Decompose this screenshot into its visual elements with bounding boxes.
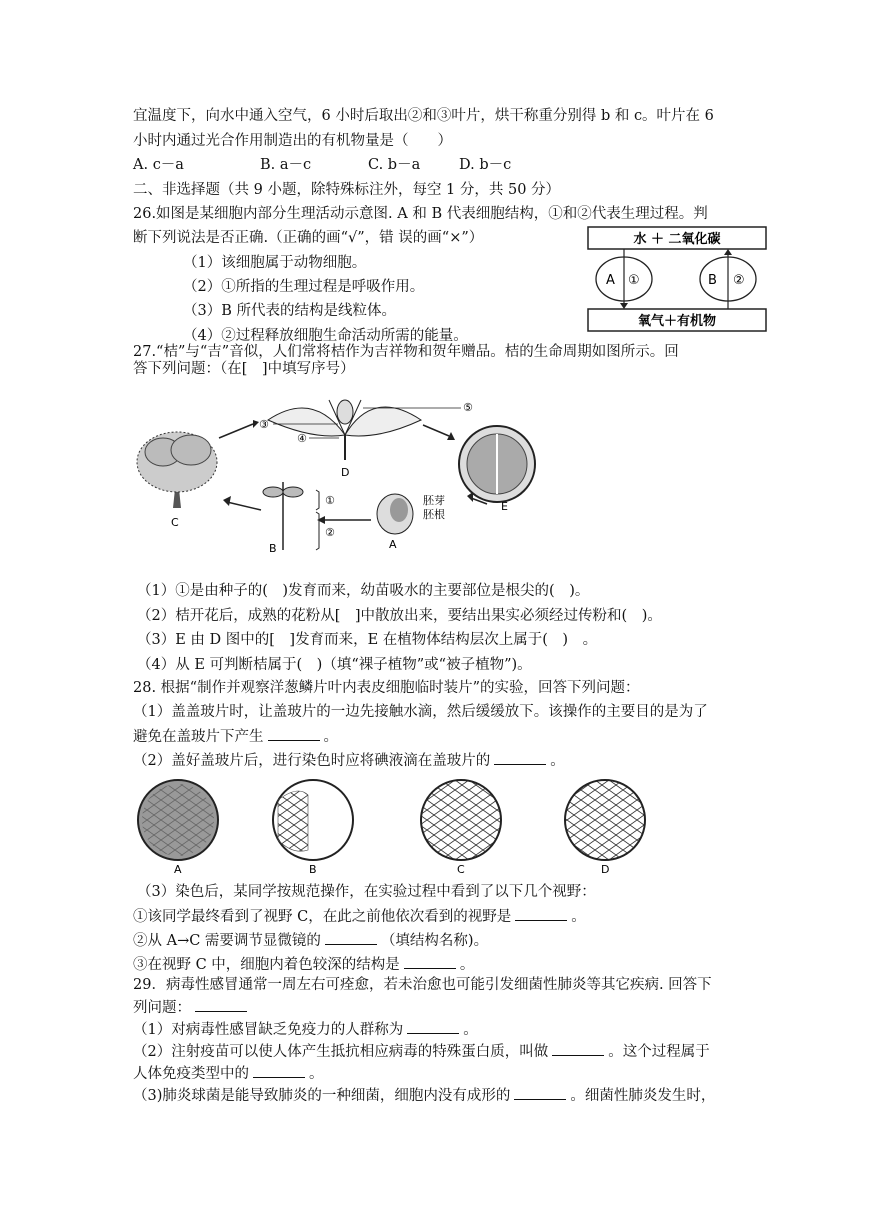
- q28-line6: [133, 906, 586, 927]
- q28-line7-end: （填结构名称)。: [380, 933, 489, 949]
- label-e: E: [501, 500, 508, 513]
- diagram-label-1: ①: [628, 273, 640, 288]
- q27-item2: （2）桔开花后，成熟的花粉从[ ]中散放出来，要结出果实必须经过传粉和( )。: [137, 608, 662, 624]
- seed-illustration: [377, 494, 413, 534]
- q26-item3: （3）B 所代表的结构是线粒体。: [183, 303, 396, 319]
- q28-line6-text: ①该同学最终看到了视野 C，在此之前他依次看到的视野是: [133, 909, 512, 925]
- q26-item2: （2）①所指的生理过程是呼吸作用。: [183, 279, 425, 295]
- q27-item3: （3）E 由 D 图中的[ ]发育而来，E 在植物体结构层次上属于( ) 。: [137, 632, 598, 648]
- option-a: A. c－a: [133, 157, 184, 173]
- q29-line3-text: （1）对病毒性感冒缺乏免疫力的人群称为: [133, 1022, 404, 1038]
- q28-line8: [133, 954, 474, 975]
- tree-illustration: [137, 432, 217, 508]
- answer-blank[interactable]: [407, 1019, 459, 1034]
- diagram-top-label: 水 ＋ 二氧化碳: [633, 232, 721, 247]
- seedling-illustration: [263, 482, 319, 550]
- q29-line3-end: 。: [463, 1022, 478, 1038]
- view-label-a: A: [174, 863, 182, 875]
- orange-lifecycle-figure: [133, 380, 563, 558]
- q29-line6-end: 。细菌性肺炎发生时，: [570, 1088, 716, 1104]
- q28-line8-end: 。: [459, 957, 475, 973]
- q27-line2: 答下列问题：（在[ ]中填写序号）: [133, 361, 355, 377]
- label-peigen: 胚根: [423, 508, 445, 521]
- q28-line4: [133, 750, 565, 771]
- microscope-views: [133, 775, 673, 875]
- q28-line1: 28. 根据“制作并观察洋葱鳞片叶内表皮细胞临时装片”的实验，回答下列问题：: [133, 680, 640, 696]
- answer-blank[interactable]: [515, 906, 567, 921]
- option-b: B. a－c: [260, 157, 312, 173]
- q29-line5-text: 人体免疫类型中的: [133, 1066, 249, 1082]
- q29-line5-end: 。: [309, 1066, 324, 1082]
- label-b: B: [269, 542, 277, 555]
- answer-blank[interactable]: [195, 997, 247, 1012]
- q29-line4-text: （2）注射疫苗可以使人体产生抵抗相应病毒的特殊蛋白质，叫做: [133, 1044, 549, 1060]
- label-d: D: [341, 466, 350, 479]
- q29-line2-text: 列问题：: [133, 1000, 191, 1016]
- q28-line3-text: 避免在盖玻片下产生: [133, 729, 264, 745]
- q28-line4-end: 。: [550, 753, 565, 769]
- q28-line8-text: ③在视野 C 中，细胞内着色较深的结构是: [133, 957, 400, 973]
- answer-blank[interactable]: [514, 1085, 566, 1100]
- q28-line7-text: ②从 A→C 需要调节显微镜的: [133, 933, 321, 949]
- view-label-d: D: [601, 863, 610, 875]
- section-heading: 二、非选择题（共 9 小题，除特殊标注外，每空 1 分，共 50 分）: [133, 182, 561, 198]
- label-c: C: [171, 516, 179, 529]
- q27-item1: （1）①是由种子的( )发育而来，幼苗吸水的主要部位是根尖的( )。: [137, 583, 590, 599]
- diagram-label-a: A: [606, 273, 615, 288]
- q28-line2: （1）盖盖玻片时，让盖玻片的一边先接触水滴，然后缓缓放下。该操作的主要目的是为了: [133, 704, 708, 720]
- q29-line4-end: 。这个过程属于: [608, 1044, 710, 1060]
- label-peiya: 胚芽: [423, 494, 445, 507]
- q26-line1: 26.如图是某细胞内部分生理活动示意图. A 和 B 代表细胞结构，①和②代表生理过程。判: [133, 206, 708, 222]
- view-label-b: B: [309, 863, 317, 875]
- q29-line6-text: （3)肺炎球菌是能导致肺炎的一种细菌，细胞内没有成形的: [133, 1088, 511, 1104]
- answer-blank[interactable]: [552, 1041, 604, 1056]
- label-4: ④: [297, 432, 307, 445]
- q25-line2: 小时内通过光合作用制造出的有机物量是（ ）: [133, 133, 452, 149]
- q28-line6-end: 。: [571, 909, 586, 925]
- q26-line2: 断下列说法是否正确.（正确的画“√”，错 误的画“×”）: [133, 230, 484, 246]
- q28-line3: 避免在盖玻片下产生 。: [133, 726, 338, 747]
- answer-blank[interactable]: [268, 726, 320, 741]
- label-5: ⑤: [463, 401, 473, 414]
- q27-line1: 27.“桔”与“吉”音似，人们常将桔作为吉祥物和贺年赠品。桔的生命周期如图所示。回: [133, 344, 679, 360]
- q29-line6: [133, 1085, 715, 1106]
- label-3: ③: [259, 418, 269, 431]
- answer-blank[interactable]: [494, 750, 546, 765]
- cell-process-diagram: [584, 223, 770, 335]
- label-2: ②: [325, 526, 335, 539]
- q28-line7: [133, 930, 488, 951]
- q29-line5: [133, 1063, 324, 1084]
- q29-line4: [133, 1041, 710, 1062]
- q27-item4: （4）从 E 可判断桔属于( )（填“裸子植物”或“被子植物”)。: [137, 657, 532, 673]
- q26-item1: （1）该细胞属于动物细胞。: [183, 255, 367, 271]
- diagram-label-2: ②: [733, 273, 745, 288]
- view-label-c: C: [457, 863, 465, 875]
- q25-line1: 宜温度下，向水中通入空气，6 小时后取出②和③叶片，烘干称重分别得 b 和 c。叶片在 6: [133, 108, 714, 124]
- flower-illustration: [268, 400, 421, 460]
- label-1: ①: [325, 494, 335, 507]
- q28-line4-text: （2）盖好盖玻片后，进行染色时应将碘液滴在盖玻片的: [133, 753, 491, 769]
- option-c: C. b－a: [368, 157, 421, 173]
- diagram-bottom-label: 氧气＋有机物: [637, 314, 717, 329]
- q29-line1: 29．病毒性感冒通常一周左右可痊愈，若未治愈也可能引发细菌性肺炎等其它疾病. 回答下: [133, 977, 712, 993]
- q25-options: [133, 155, 512, 175]
- option-d: D. b－c: [459, 157, 512, 173]
- q26-item4: （4）②过程释放细胞生命活动所需的能量。: [183, 328, 468, 344]
- view-c: [421, 780, 501, 860]
- q28-line5: （3）染色后，某同学按规范操作，在实验过程中看到了以下几个视野：: [137, 884, 596, 900]
- q29-line3: [133, 1019, 478, 1040]
- q29-line2: [133, 997, 251, 1018]
- diagram-label-b: B: [708, 273, 717, 288]
- answer-blank[interactable]: [253, 1063, 305, 1078]
- answer-blank[interactable]: [325, 930, 377, 945]
- view-d: [565, 780, 645, 860]
- fruit-illustration: [459, 426, 535, 502]
- label-a: A: [389, 538, 397, 551]
- answer-blank[interactable]: [404, 954, 456, 969]
